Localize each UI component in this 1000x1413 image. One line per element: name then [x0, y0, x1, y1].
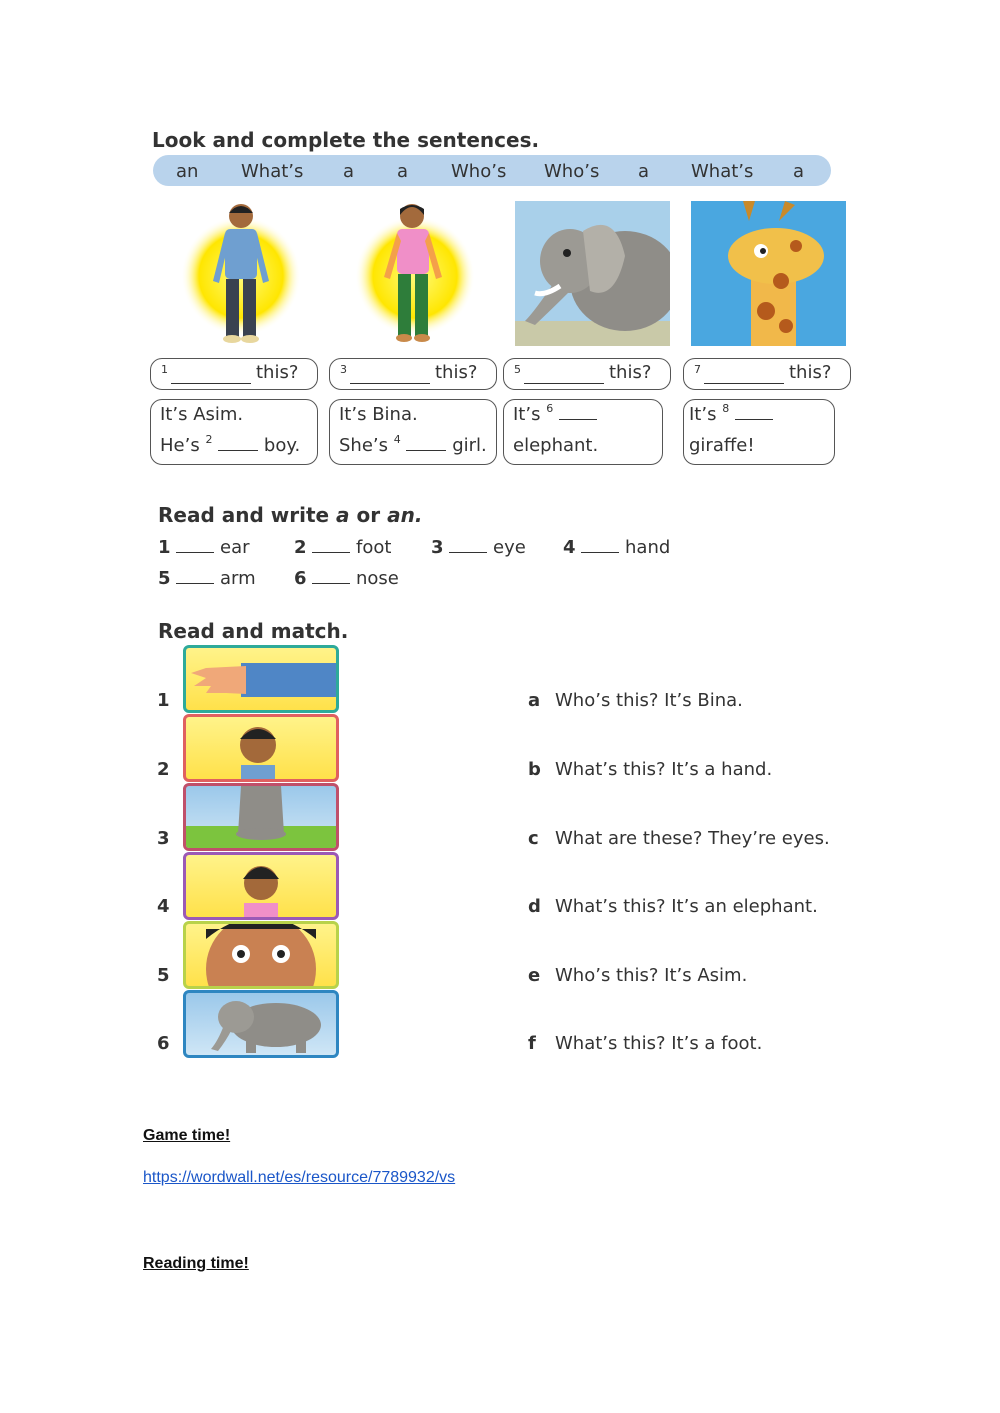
answer-bubble-asim: It’s Asim. He’s $^2$ boy.	[150, 399, 318, 465]
answer-blank[interactable]	[406, 450, 446, 451]
match-letter: f	[528, 1033, 536, 1054]
match-letter: a	[528, 690, 541, 711]
answer-blank[interactable]	[449, 552, 487, 553]
answer-blank[interactable]	[312, 583, 350, 584]
girl-bina-illustration	[340, 201, 495, 346]
answer-blank[interactable]	[524, 365, 604, 384]
word-bank-item: Who’s	[451, 161, 507, 182]
word-bank-item: a	[343, 161, 355, 182]
answer-bubble-bina: It’s Bina. She’s $^4$ girl.	[329, 399, 497, 465]
match-number: 2	[157, 759, 170, 780]
answer-blank[interactable]	[312, 552, 350, 553]
word-bank-item: What’s	[241, 161, 304, 182]
section3-title: Read and match.	[158, 619, 349, 643]
word-bank-item: a	[638, 161, 650, 182]
a-or-an-item-5: 5 arm	[158, 568, 256, 589]
giraffe-illustration	[691, 201, 846, 346]
match-letter: e	[528, 965, 541, 986]
answer-blank[interactable]	[176, 583, 214, 584]
question-bubble-3: 3 this?	[329, 358, 497, 390]
match-number: 6	[157, 1033, 170, 1054]
wordwall-link[interactable]: https://wordwall.net/es/resource/7789932/vs	[143, 1169, 456, 1186]
answer-blank[interactable]	[735, 419, 773, 420]
section1-title: Look and complete the sentences.	[152, 128, 540, 152]
elephant-illustration	[515, 201, 670, 346]
word-bank-item: Who’s	[544, 161, 600, 182]
hand-picture[interactable]	[183, 645, 339, 713]
answer-blank[interactable]	[218, 450, 258, 451]
boy-face-picture[interactable]	[183, 714, 339, 782]
foot-picture[interactable]	[183, 783, 339, 851]
eyes-picture[interactable]	[183, 921, 339, 989]
a-or-an-item-1: 1 ear	[158, 537, 250, 558]
word-bank-item: a	[793, 161, 805, 182]
answer-blank[interactable]	[581, 552, 619, 553]
match-letter: b	[528, 759, 541, 780]
answer-bubble-giraffe: It’s $^8$ giraffe!	[683, 399, 835, 465]
word-bank-item: What’s	[691, 161, 754, 182]
match-number: 4	[157, 896, 170, 917]
match-number: 3	[157, 828, 170, 849]
match-sentence[interactable]: Who’s this? It’s Asim.	[555, 965, 748, 986]
match-letter: d	[528, 896, 541, 917]
match-sentence[interactable]: Who’s this? It’s Bina.	[555, 690, 743, 711]
boy-asim-illustration	[163, 201, 318, 346]
match-sentence[interactable]: What’s this? It’s a hand.	[555, 759, 773, 780]
answer-blank[interactable]	[559, 419, 597, 420]
game-time-heading: Game time!	[143, 1127, 231, 1144]
answer-blank[interactable]	[704, 365, 784, 384]
a-or-an-item-4: 4 hand	[563, 537, 671, 558]
reading-time-heading: Reading time!	[143, 1255, 249, 1272]
word-bank-item: a	[397, 161, 409, 182]
answer-bubble-elephant: It’s $^6$ elephant.	[503, 399, 663, 465]
match-sentence[interactable]: What are these? They’re eyes.	[555, 828, 830, 849]
a-or-an-item-3: 3 eye	[431, 537, 526, 558]
elephant-picture[interactable]	[183, 990, 339, 1058]
answer-blank[interactable]	[350, 365, 430, 384]
match-sentence[interactable]: What’s this? It’s an elephant.	[555, 896, 818, 917]
section2-title: Read and write a or an.	[158, 503, 423, 527]
question-bubble-7: 7 this?	[683, 358, 851, 390]
match-sentence[interactable]: What’s this? It’s a foot.	[555, 1033, 763, 1054]
a-or-an-item-2: 2 foot	[294, 537, 392, 558]
question-bubble-1: 1 this?	[150, 358, 318, 390]
answer-blank[interactable]	[176, 552, 214, 553]
match-number: 5	[157, 965, 170, 986]
a-or-an-item-6: 6 nose	[294, 568, 399, 589]
match-number: 1	[157, 690, 170, 711]
question-bubble-5: 5 this?	[503, 358, 671, 390]
word-bank-item: an	[176, 161, 199, 182]
match-letter: c	[528, 828, 539, 849]
answer-blank[interactable]	[171, 365, 251, 384]
girl-face-picture[interactable]	[183, 852, 339, 920]
